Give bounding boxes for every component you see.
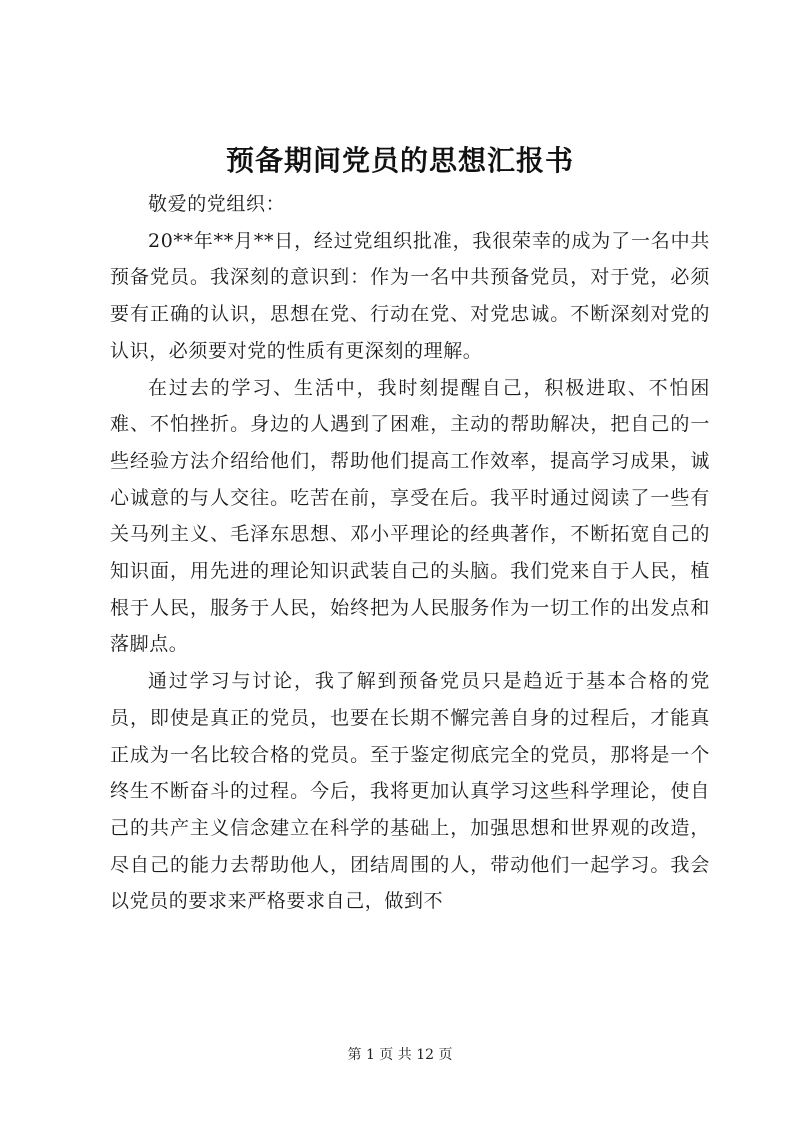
page-number-footer: 第 1 页 共 12 页 (347, 1047, 453, 1063)
document-title: 预备期间党员的思想汇报书 (225, 144, 574, 177)
salutation: 敬爱的党组织： (148, 193, 286, 215)
paragraph-2: 在过去的学习、生活中，我时刻提醒自己，积极进取、不怕困难、不怕挫折。身边的人遇到了困难，主动的帮助解决，把自己的一些经验方法介绍给他们，帮助他们提高工作效率，提高学习成果，诚心诚意的与人交往。吃苦在前，享受在后。我平时通过阅读了一些有关马列主义、毛泽东思想、邓小平理论的经典著作，不断拓宽自己的知识面，用先进的理论知识武装自己的头脑。我们党来自于人民，植根于人民，服务于人民，始终把为人民服务作为一切工作的出发点和落脚点。 (110, 376, 710, 656)
paragraph-3: 通过学习与讨论，我了解到预备党员只是趋近于基本合格的党员，即使是真正的党员，也要在长期不懈完善自身的过程后，才能真正成为一名比较合格的党员。至于鉴定彻底完全的党员，那将是一个终生不断奋斗的过程。今后，我将更加认真学习这些科学理论，使自己的共产主义信念建立在科学的基础上，加强思想和世界观的改造，尽自己的能力去帮助他人，团结周围的人，带动他们一起学习。我会以党员的要求来严格要求自己，做到不 (110, 670, 710, 913)
document-body (110, 186, 710, 920)
paragraph-1: 20**年**月**日，经过党组织批准，我很荣幸的成为了一名中共预备党员。我深刻的意识到：作为一名中共预备党员，对于党，必须要有正确的认识，思想在党、行动在党、对党忠诚。不断深刻对党的认识，必须要对党的性质有更深刻的理解。 (110, 229, 710, 362)
